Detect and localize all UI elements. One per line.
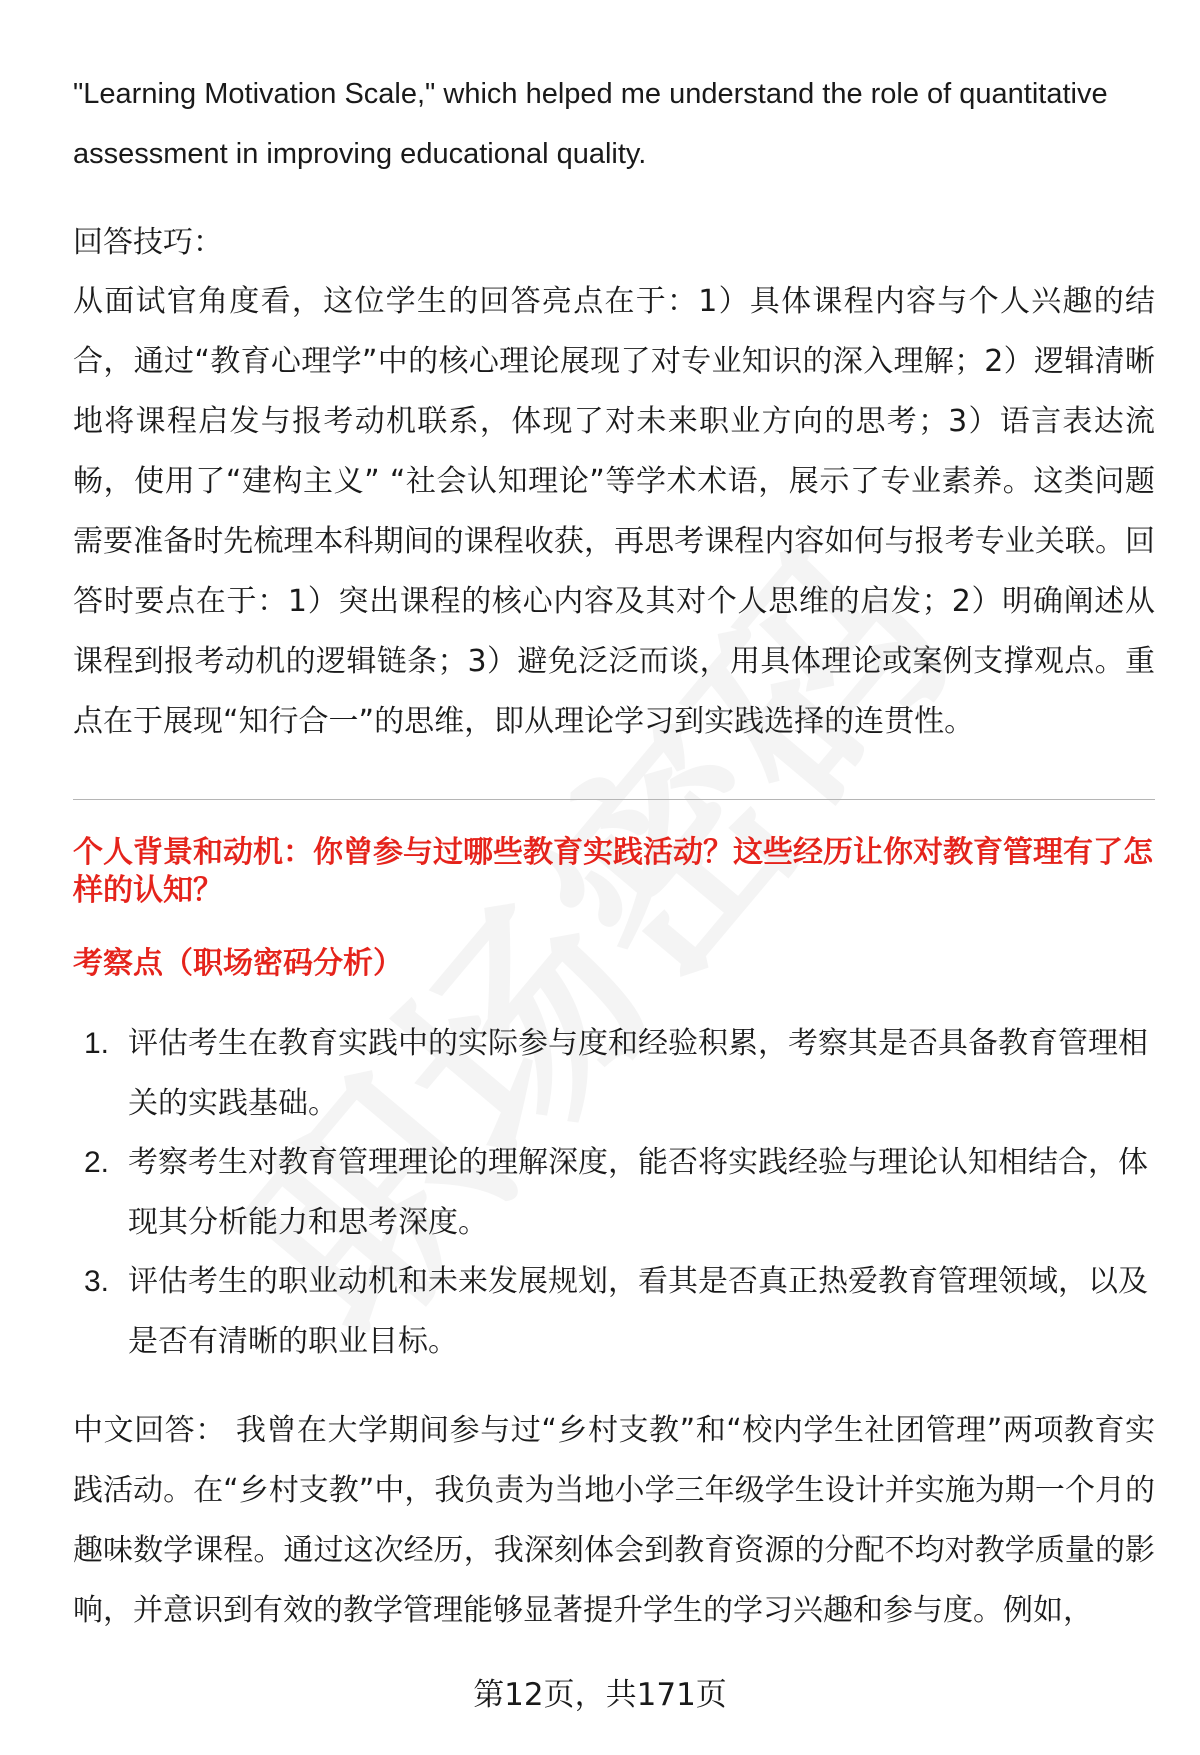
- exam-points-list: [73, 1014, 1155, 1371]
- list-item-number: 2.: [83, 1146, 109, 1179]
- list-item-number: 1.: [83, 1027, 109, 1060]
- answer-paragraph: 中文回答： 我曾在大学期间参与过“乡村支教”和“校内学生社团管理”两项教育实践活动。在“乡村支教”中，我负责为当地小学三年级学生设计并实施为期一个月的趣味数学课程。通过这次经历，我深刻体会到教育资源的分配不均对教学质量的影响，并意识到有效的教学管理能够显著提升学生的学习兴趣和参与度。例如，: [73, 1413, 1155, 1628]
- list-item-text: 评估考生在教育实践中的实际参与度和经验积累，考察其是否具备教育管理相关的实践基础。: [128, 1026, 1148, 1121]
- intro-paragraph: "Learning Motivation Scale," which helped me understand the role of quantitative assessment in improving educational quality.: [73, 78, 1108, 170]
- list-item-text: 考察考生对教育管理理论的理解深度，能否将实践经验与理论认知相结合，体现其分析能力和思考深度。: [128, 1145, 1148, 1240]
- list-item-number: 3.: [83, 1265, 109, 1298]
- list-item-text: 评估考生的职业动机和未来发展规划，看其是否真正热爱教育管理领域，以及是否有清晰的职业目标。: [128, 1264, 1148, 1359]
- section-divider: [73, 799, 1155, 800]
- list-item: [73, 1133, 1155, 1252]
- exam-points-heading: 考察点（职场密码分析）: [73, 946, 403, 981]
- list-item: [73, 1252, 1155, 1371]
- page-indicator: 第12页，共171页: [473, 1677, 727, 1713]
- tips-paragraph: 从面试官角度看，这位学生的回答亮点在于：1）具体课程内容与个人兴趣的结合，通过“教育心理学”中的核心理论展现了对专业知识的深入理解；2）逻辑清晰地将课程启发与报考动机联系，体现了对未来职业方向的思考；3）语言表达流畅，使用了“建构主义” “社会认知理论”等学术术语，展示了专业素养。这类问题需要准备时先梳理本科期间的课程收获，再思考课程内容如何与报考专业关联。回答时要点在于：1）突出课程的核心内容及其对个人思维的启发；2）明确阐述从课程到报考动机的逻辑链条；3）避免泛泛而谈，用具体理论或案例支撑观点。重点在于展现“知行合一”的思维，即从理论学习到实践选择的连贯性。: [73, 284, 1155, 739]
- question-heading: 个人背景和动机：你曾参与过哪些教育实践活动？这些经历让你对教育管理有了怎样的认知？: [73, 835, 1153, 908]
- tips-label: 回答技巧：: [73, 225, 223, 260]
- list-item: [73, 1014, 1155, 1133]
